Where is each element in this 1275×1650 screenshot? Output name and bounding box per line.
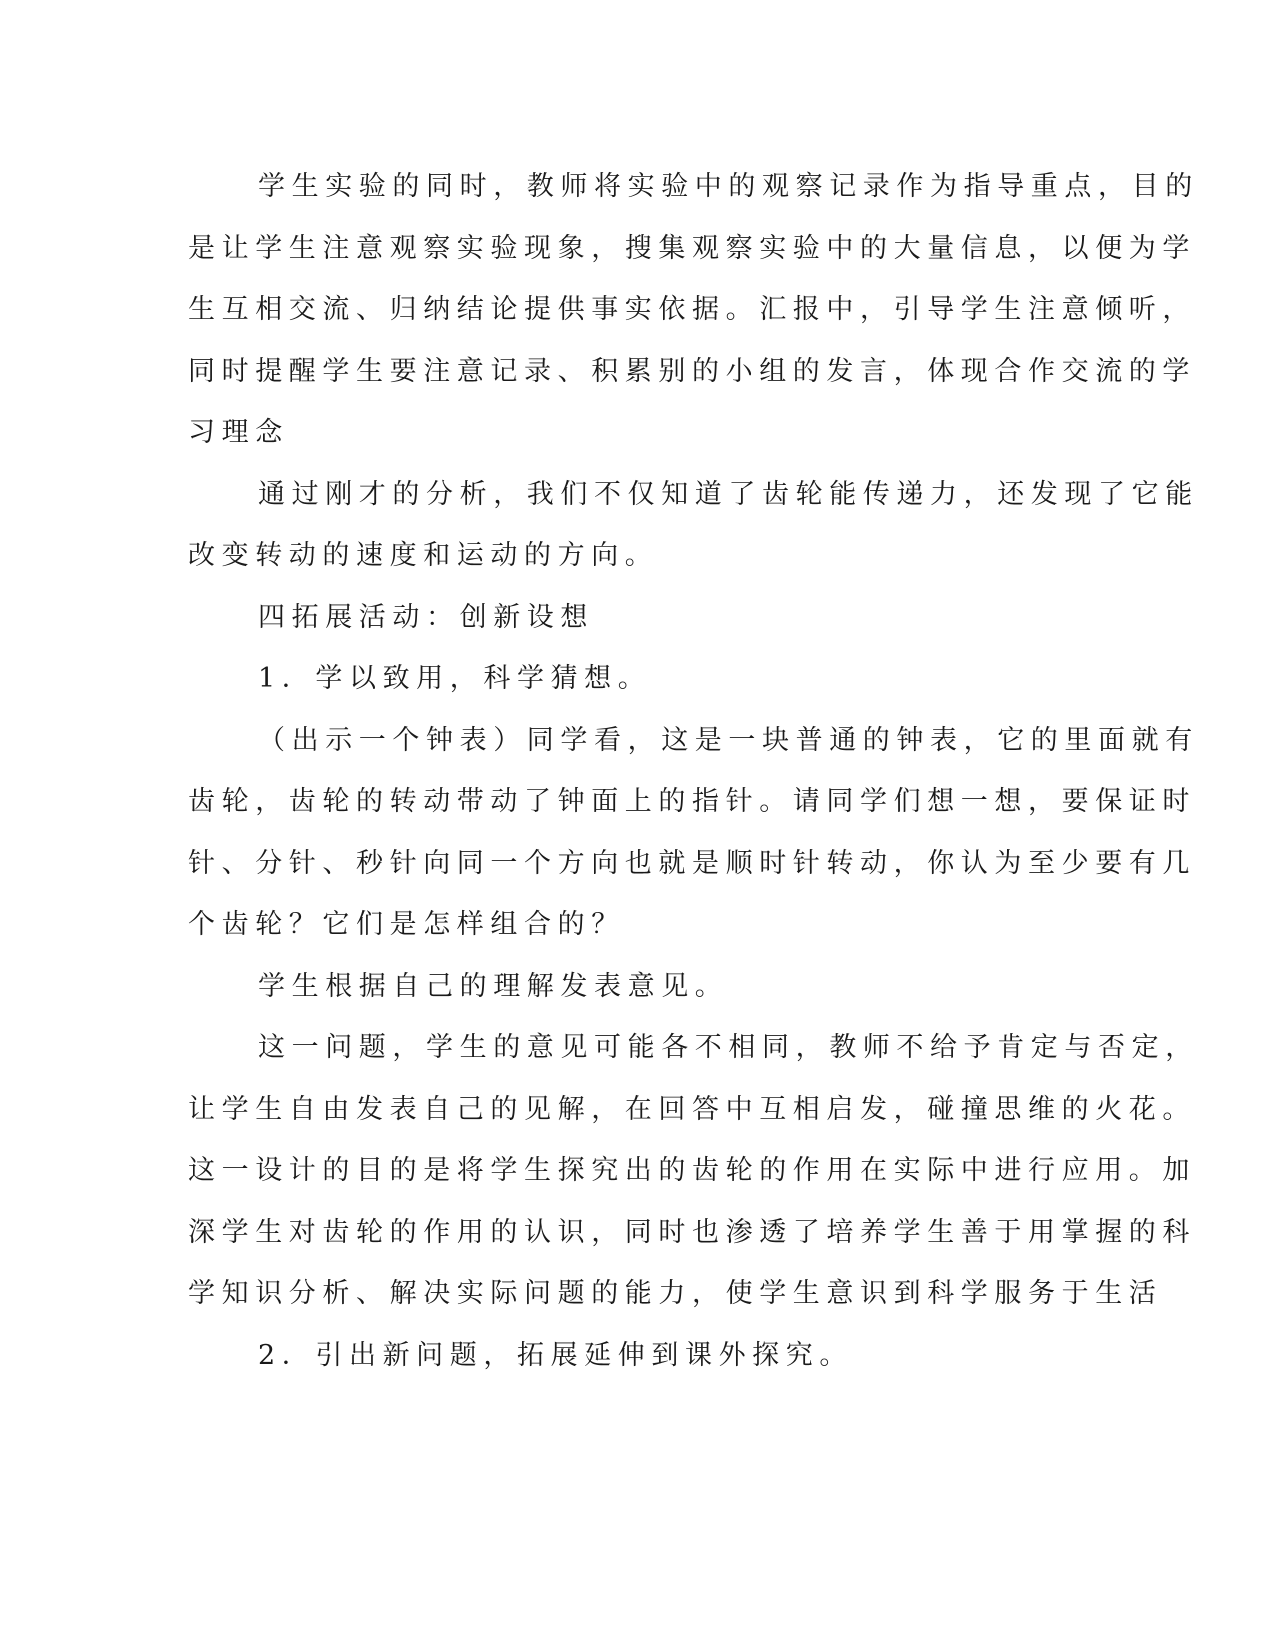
text-line: 改变转动的速度和运动的方向。 (188, 540, 659, 571)
list-item-1-heading (188, 648, 1068, 710)
text-line: 这一问题，学生的意见可能各不相同，教师不给予肯定与否定， (258, 1032, 1199, 1063)
paragraph-student-opinions (188, 956, 1068, 1018)
text-line: 学知识分析、解决实际问题的能力，使学生意识到科学服务于生活 (188, 1278, 1163, 1309)
text-line: 深学生对齿轮的作用的认识，同时也渗透了培养学生善于用掌握的科 (188, 1216, 1196, 1248)
text-line: 通过刚才的分析，我们不仅知道了齿轮能传递力，还发现了它能 (258, 478, 1199, 510)
text-line: 针、分针、秒针向同一个方向也就是顺时针转动，你认为至少要有几 (188, 847, 1196, 879)
document-body (188, 156, 1199, 1386)
text-line: 1．学以致用，科学猜想。 (258, 663, 652, 694)
list-item-2-heading (188, 1325, 1068, 1387)
text-line: 2．引出新问题，拓展延伸到课外探究。 (258, 1339, 853, 1371)
text-line: 四拓展活动：创新设想 (258, 601, 594, 633)
text-line: 个齿轮？它们是怎样组合的？ (188, 909, 625, 940)
text-line: 习理念 (188, 417, 289, 448)
paragraph-gear-analysis (188, 464, 1199, 587)
text-line: 齿轮，齿轮的转动带动了钟面上的指针。请同学们想一想，要保证时 (188, 786, 1196, 817)
text-line: （出示一个钟表）同学看，这是一块普通的钟表，它的里面就有 (258, 724, 1199, 756)
paragraph-design-purpose (188, 1017, 1199, 1325)
paragraph-observation-guidance (188, 156, 1199, 464)
text-line: 让学生自由发表自己的见解，在回答中互相启发，碰撞思维的火花。 (188, 1093, 1196, 1125)
text-line: 生互相交流、归纳结论提供事实依据。汇报中，引导学生注意倾听， (188, 294, 1196, 325)
paragraph-clock-question (188, 710, 1199, 956)
section-heading-extension-activity (188, 587, 1068, 649)
text-line: 同时提醒学生要注意记录、积累别的小组的发言，体现合作交流的学 (188, 355, 1196, 387)
text-line: 学生根据自己的理解发表意见。 (258, 970, 729, 1002)
text-line: 学生实验的同时，教师将实验中的观察记录作为指导重点，目的 (258, 171, 1199, 202)
text-line: 这一设计的目的是将学生探究出的齿轮的作用在实际中进行应用。加 (188, 1155, 1196, 1186)
text-line: 是让学生注意观察实验现象，搜集观察实验中的大量信息，以便为学 (188, 232, 1196, 264)
